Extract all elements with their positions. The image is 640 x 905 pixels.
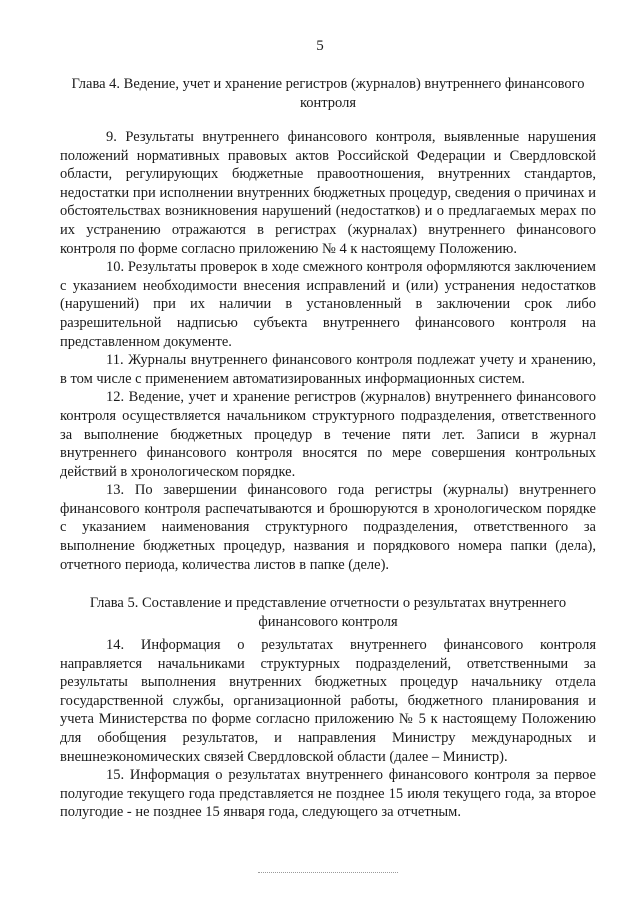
bottom-dotted-mark bbox=[258, 872, 398, 873]
paragraph-12: 12. Ведение, учет и хранение регистров (журналов) внутреннего финансового контроля осуществляется начальником структурного подразделения, ответственного за выполнение бюджетных процедур в течение пяти лет. Записи в журнал внутреннего финансового контроля вносятся по мере совершения контрольных действий в хронологическом порядке. bbox=[60, 389, 596, 480]
paragraph-9: 9. Результаты внутреннего финансового контроля, выявленные нарушения положений нормативных правовых актов Российской Федерации и Свердловской области, регулирующих бюджетные правоотношения, внутренних стандартов, недостатки при исполнении внутренних бюджетных процедур, сведения о причинах и обстоятельствах возникновения нарушений (недостатков) и о предлагаемых мерах по их устранению отражаются в регистрах (журналах) внутреннего финансового контроля по форме согласно приложению № 4 к настоящему Положению. bbox=[60, 129, 596, 257]
paragraph-11: 11. Журналы внутреннего финансового контроля подлежат учету и хранению, в том числе с применением автоматизированных информационных систем. bbox=[60, 352, 596, 387]
paragraph-10: 10. Результаты проверок в ходе смежного контроля оформляются заключением с указанием необходимости внесения исправлений и (или) устранения недостатков (нарушений) при их наличии в установленный в заключении срок либо разрешительной надписью субъекта внутреннего финансового контроля на представленном документе. bbox=[60, 259, 596, 350]
paragraph-13: 13. По завершении финансового года регистры (журналы) внутреннего финансового контроля распечатываются и брошюруются в хронологическом порядке с указанием наименования структурного подразделения, ответственного за выполнение бюджетных процедур, названия и порядкового номера папки (дела), отчетного периода, количества листов в папке (деле). bbox=[60, 482, 596, 573]
paragraph-14: 14. Информация о результатах внутреннего финансового контроля направляется начальниками структурных подразделений, ответственными за результаты выполнения внутренних бюджетных процедур начальнику отдела государственной службы, организационной работы, бюджетного планирования и учета Министерства по форме согласно приложению № 5 к настоящему Положению для обобщения результатов, и направления Министру международных и внешнеэкономических связей Свердловской области (далее – Министр). bbox=[60, 637, 596, 765]
paragraph-15: 15. Информация о результатах внутреннего финансового контроля за первое полугодие текущего года представляется не позднее 15 июля текущего года, за второе полугодие - не позднее 15 января года, следующего за отчетным. bbox=[60, 767, 596, 821]
chapter-4-title: Глава 4. Ведение, учет и хранение регистров (журналов) внутреннего финансового контроля bbox=[71, 76, 585, 111]
chapter-5-body bbox=[60, 636, 596, 822]
chapter-5-title: Глава 5. Составление и представление отчетности о результатах внутреннего финансового контроля bbox=[89, 595, 567, 630]
chapter-4-body bbox=[60, 128, 596, 574]
page-number: 5 bbox=[316, 38, 324, 54]
